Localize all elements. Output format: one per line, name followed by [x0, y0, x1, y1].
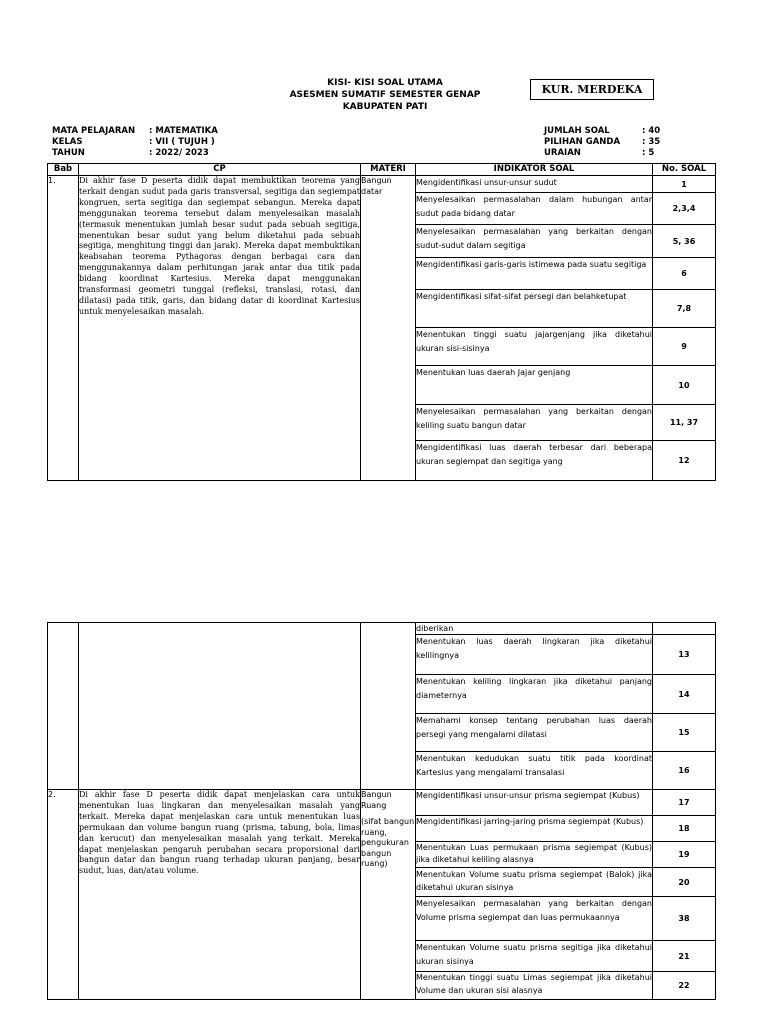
materi-cell [361, 790, 416, 1000]
no-soal-cell: 21 [653, 941, 716, 972]
no-soal-cell: 22 [653, 972, 716, 1000]
bab-number: 1. [48, 176, 79, 481]
info-label: TAHUN [52, 148, 85, 158]
no-soal-cell: 1 [653, 176, 716, 193]
info-value: : 40 [642, 126, 661, 136]
info-value: : 35 [642, 137, 661, 147]
no-soal-cell: 13 [653, 635, 716, 675]
indikator-cell: Menentukan Volume suatu prisma segitiga jika diketahui ukuran sisinya [416, 941, 653, 972]
materi-cell-empty [361, 623, 416, 790]
no-soal-cell: 9 [653, 328, 716, 366]
materi-text: Bangun datar [361, 176, 416, 481]
info-value: : VII ( TUJUH ) [149, 137, 215, 147]
indikator-cell: Menentukan tinggi suatu jajargenjang jika diketahui ukuran sisi-sisinya [416, 328, 653, 366]
indikator-cell: diberikan [416, 623, 653, 635]
no-soal-cell: 19 [653, 842, 716, 868]
no-soal-cell: 6 [653, 258, 716, 290]
indikator-cell: Menentukan keliling lingkaran jika diketahui panjang diameternya [416, 675, 653, 714]
doc-title-line3: KABUPATEN PATI [342, 102, 428, 112]
kisi-table-page1 [47, 163, 716, 481]
info-label: JUMLAH SOAL [544, 126, 610, 136]
indikator-cell: Menyelesaikan permasalahan yang berkaitan dengan sudut-sudut dalam segitiga [416, 225, 653, 258]
indikator-cell: Menentukan tinggi suatu Limas segiempat jika diketahui Volume dan ukuran sisi alasnya [416, 972, 653, 1000]
indikator-cell: Menentukan kedudukan suatu titik pada koordinat Kartesius yang mengalami transalasi [416, 752, 653, 790]
kisi-table-page2 [47, 622, 716, 1000]
no-soal-cell: 16 [653, 752, 716, 790]
info-left [52, 126, 218, 159]
bab-cell-empty [48, 623, 79, 790]
curriculum-box: KUR. MERDEKA [530, 79, 654, 100]
indikator-cell: Mengidentifikasi sifat-sifat persegi dan belahketupat [416, 290, 653, 328]
col-header-no-soal: No. SOAL [653, 164, 716, 176]
no-soal-cell: 20 [653, 868, 716, 897]
no-soal-cell: 10 [653, 366, 716, 405]
indikator-cell: Menentukan luas daerah lingkaran jika diketahui kelilingnya [416, 635, 653, 675]
materi-text: Bangun Ruang [361, 790, 392, 810]
info-label: URAIAN [544, 148, 581, 158]
doc-title-line1: KISI- KISI SOAL UTAMA [327, 78, 443, 88]
info-value: : MATEMATIKA [149, 126, 218, 136]
indikator-cell: Memahami konsep tentang perubahan luas daerah persegi yang mengalami dilatasi [416, 714, 653, 752]
doc-title-line2: ASESMEN SUMATIF SEMESTER GENAP [289, 90, 481, 100]
no-soal-cell: 17 [653, 790, 716, 816]
col-header-bab: Bab [48, 164, 79, 176]
info-label: KELAS [52, 137, 83, 147]
no-soal-cell: 2,3,4 [653, 193, 716, 225]
indikator-cell: Mengidentifikasi garis-garis istimewa pada suatu segitiga [416, 258, 653, 290]
col-header-materi: MATERI [361, 164, 416, 176]
indikator-cell: Mengidentifikasi luas daerah terbesar dari beberapa ukuran segiempat dan segitiga yang [416, 441, 653, 481]
no-soal-cell: 18 [653, 816, 716, 842]
indikator-cell: Menyelesaikan permasalahan yang berkaitan dengan keliling suatu bangun datar [416, 405, 653, 441]
info-label: MATA PELAJARAN [52, 126, 136, 136]
indikator-cell: Mengidentifikasi unsur-unsur sudut [416, 176, 653, 193]
indikator-cell: Menentukan Luas permukaan prisma segiempat (Kubus) jika diketahui keliling alasnya [416, 842, 653, 868]
no-soal-cell: 7,8 [653, 290, 716, 328]
indikator-cell: Menentukan luas daerah Jajar genjang [416, 366, 653, 405]
no-soal-cell-empty [653, 623, 716, 635]
indikator-cell: Menyelesaikan permasalahan dalam hubungan antar sudut pada bidang datar [416, 193, 653, 225]
cp-text: Di akhir fase D peserta didik dapat menjelaskan cara untuk menentukan luas lingkaran dan menyelesaikan masalah yang terkait. Mereka dapat menjelaskan cara untuk menentukan luas permukaan dan volume bangun ruang (prisma, tabung, bola, limas dan kerucut) dan menyelesaikan masalah yang terkait. Mereka dapat menjelaskan pengaruh perubahan secara proporsional dari bangun datar dan bangun ruang terhadap ukuran panjang, besar sudut, luas, dan/atau volume. [79, 790, 361, 1000]
indikator-cell: Mengidentifikasi jarring-jaring prisma segiempat (Kubus) [416, 816, 653, 842]
no-soal-cell: 12 [653, 441, 716, 481]
no-soal-cell: 5, 36 [653, 225, 716, 258]
indikator-cell: Mengidentifikasi unsur-unsur prisma segiempat (Kubus) [416, 790, 653, 816]
indikator-cell: Menentukan Volume suatu prisma segiempat (Balok) jika diketahui ukuran sisinya [416, 868, 653, 897]
col-header-indikator: INDIKATOR SOAL [416, 164, 653, 176]
cp-cell-empty [79, 623, 361, 790]
indikator-cell: Menyelesaikan permasalahan yang berkaitan dengan Volume prisma segiempat dan luas permukaannya [416, 897, 653, 941]
no-soal-cell: 15 [653, 714, 716, 752]
bab-number: 2. [48, 790, 79, 1000]
info-value: : 2022/ 2023 [149, 148, 209, 158]
no-soal-cell: 38 [653, 897, 716, 941]
no-soal-cell: 14 [653, 675, 716, 714]
no-soal-cell: 11, 37 [653, 405, 716, 441]
cp-text: Di akhir fase D peserta didik dapat membuktikan teorema yang terkait dengan sudut pada garis transversal, segitiga dan segiempat kongruen, serta segitiga dan segiempat sebangun. Mereka dapat menggunakan teorema tersebut dalam menyelesaikan masalah (termasuk menentukan jumlah besar sudut pada sebuah segitiga, menentukan besar sudut yang belum diketahui pada sebuah segitiga, menghitung tinggi dan jarak). Mereka dapat membuktikan keabsahan teorema Pythagoras dengan berbagai cara dan menggunakannya dalam perhitungan jarak antar dua titik pada bidang koordinat Kartesius. Mereka dapat menggunakan transformasi geometri tunggal (refleksi, translasi, rotasi, dan dilatasi) pada titik, garis, dan bidang datar di koordinat Kartesius untuk menyelesaikan masalah. [79, 176, 361, 481]
info-label: PILIHAN GANDA [544, 137, 621, 147]
info-value: : 5 [642, 148, 655, 158]
materi-subtext: (sifat bangun ruang, pengukuran bangun ruang) [361, 817, 415, 868]
info-right [544, 126, 660, 159]
col-header-cp: CP [79, 164, 361, 176]
